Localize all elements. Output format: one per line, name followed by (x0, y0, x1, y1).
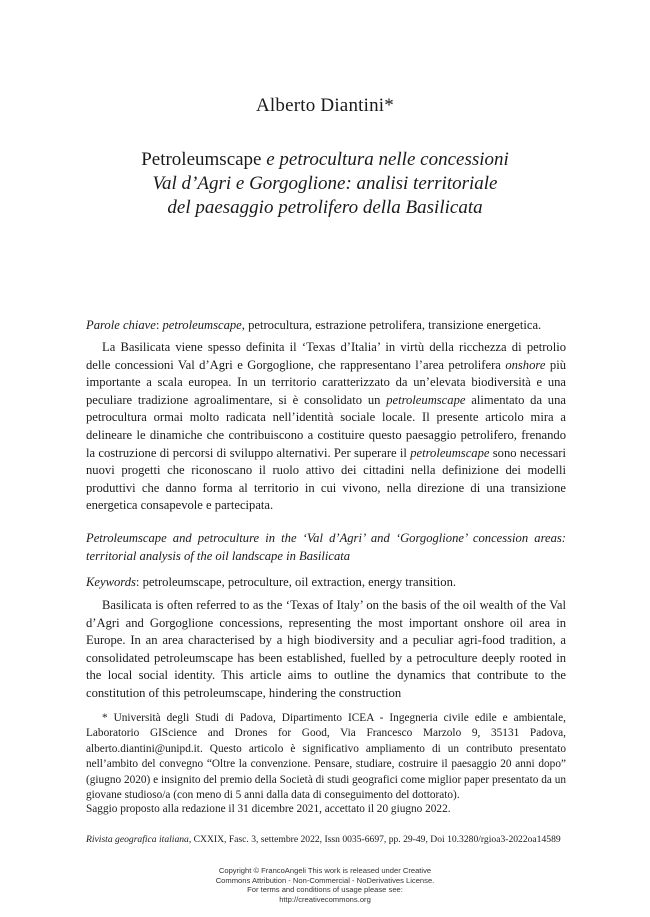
license-line: For terms and conditions of usage please see: (247, 885, 403, 895)
license-line: Copyright © FrancoAngeli This work is released under Creative (218, 866, 432, 875)
keywords-list-en: : petroleumscape, petroculture, oil extraction, energy transition. (135, 575, 457, 589)
license-notice (0, 866, 650, 904)
abstract-text: alimentato da una petrocultura ormai molto radicata nell’identità sociale locale. Il presente articolo mira a delineare le dinamiche che contribuiscono a costituire questo paesaggio petrolifero, frenando la costruzione di percorsi di sviluppo alternativi. Per superare il (86, 392, 566, 460)
title-line-2: Val d’Agri e Gorgoglione: analisi territoriale (152, 173, 498, 194)
article-title (60, 148, 590, 220)
abstract-text: sono necessari nuovi progetti che riconoscano il ruolo attivo dei cittadini nella definizione dei modelli produttivi che danno forma al territorio in cui vivono, nella direzione di una transizione energetica consapevole e partecipata. (86, 445, 567, 513)
abstract-italic: onshore (505, 357, 546, 372)
title-line-3: del paesaggio petrolifero della Basilicata (167, 197, 483, 218)
english-title: Petroleumscape and petroculture in the ‘Val d’Agri’ and ‘Gorgoglione’ concession areas: territorial analysis of the oil landscape in Basilicata (86, 531, 566, 563)
title-italic: e petrocultura nelle concessioni (266, 149, 509, 170)
english-keywords (86, 574, 566, 592)
english-abstract: Basilicata is often referred to as the ‘Texas of Italy’ on the basis of the oil wealth of the Val d’Agri and Gorgoglione concessions, representing the most important onshore oil area in Europe. In an area characterised by a high biodiversity and a peculiar agri-food tradition, a consolidated petroleumscape has been established, fuelled by a petroculture deeply rooted in the local social identity. This article aims to outline the dynamics that contribute to the constitution of this petroleumscape, hindering the construction (86, 598, 566, 700)
author-name: Alberto Diantini* (256, 95, 394, 116)
citation-details: , CXXIX, Fasc. 3, settembre 2022, Issn 0035-6697, pp. 29-49, Doi 10.3280/rgioa3-2022oa14589 (188, 834, 561, 845)
abstract-italic: petroleumscape (386, 392, 466, 407)
license-link[interactable]: http://creativecommons.org (279, 894, 371, 904)
keywords-list: , petrocultura, estrazione petrolifera, transizione energetica. (241, 318, 542, 332)
italian-abstract (86, 339, 566, 515)
abstract-text: La Basilicata viene spesso definita il ‘Texas d’Italia’ in virtù della ricchezza di petrolio delle concessioni Val d’Agri e Gorgoglione, che rappresentano l’area petrolifera (86, 340, 566, 372)
journal-name: Rivista geografica italiana (86, 834, 189, 845)
footnote: * Università degli Studi di Padova, Dipartimento ICEA - Ingegneria civile edile e ambientale, Laboratorio GIScience and Drones for Good, Via Francesco Marzolo 9, 35131 Padova, alberto.diantini@unipd.it. Questo articolo è significativo ampliamento di un contributo presentato nell’ambito del convegno “Oltre la convenzione. Pensare, studiare, costruire il paesaggio 20 anni dopo” (giugno 2020) e insignito del premio della Società di studi geografici come miglior paper presentato da un giovane studioso/a (con meno di 5 anni dalla data di conseguimento del dottorato). (86, 712, 566, 802)
italian-keywords: Parole chiave: petroleumscape, petrocultura, estrazione petrolifera, transizione energetica. (86, 318, 542, 332)
license-line: Commons Attribution - Non-Commercial - NoDerivatives License. (215, 875, 435, 885)
keywords-italic-term: petroleumscape (162, 318, 242, 332)
title-line-1 (60, 148, 590, 172)
title-plain: Petroleumscape (141, 149, 262, 170)
journal-citation (86, 833, 576, 846)
abstract-italic: petroleumscape (410, 445, 490, 460)
keywords-label: Parole chiave (86, 318, 156, 332)
abstract-text: più importante a scala europea. In un territorio caratterizzato da un’elevata biodiversità e una peculiare tradizione agroalimentare, si è consolidato un (86, 357, 566, 407)
submission-note: Saggio proposto alla redazione il 31 dicembre 2021, accettato il 20 giugno 2022. (86, 803, 451, 815)
keywords-label-en: Keywords (86, 575, 136, 589)
